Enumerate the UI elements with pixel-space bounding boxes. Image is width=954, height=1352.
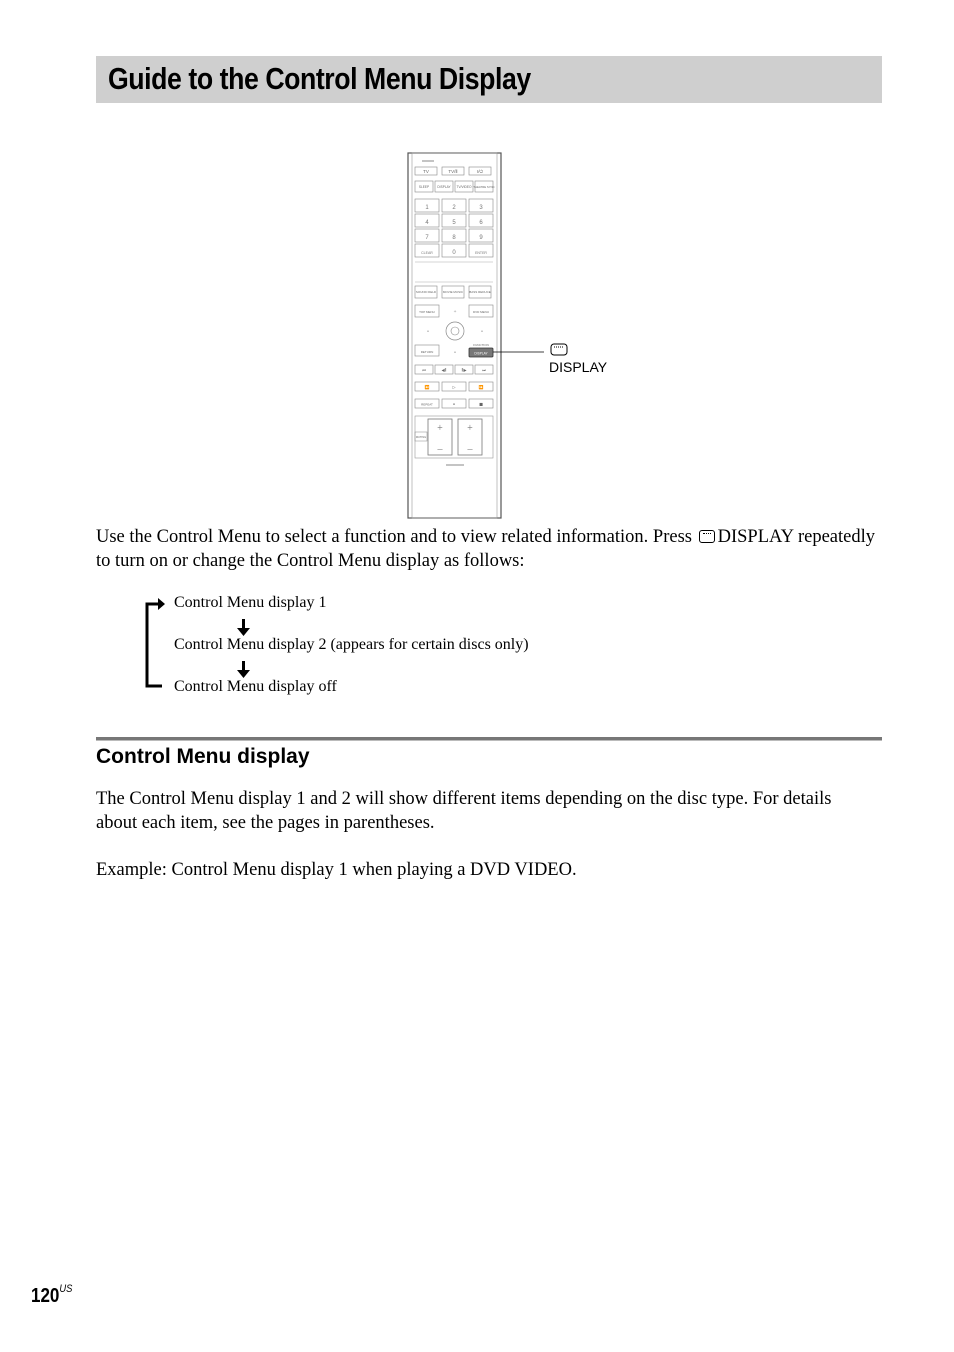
page-number-suffix: US	[59, 1283, 73, 1295]
pause-icon: ⏸	[453, 401, 455, 407]
power-label-tv: TV	[423, 169, 429, 174]
flow-item-1: Control Menu display 1	[174, 594, 327, 611]
section-divider-shadow	[96, 740, 882, 741]
page-title: Guide to the Control Menu Display	[108, 61, 531, 96]
section-paragraph: The Control Menu display 1 and 2 will show different items depending on the disc type. For details about each item, see the pages in parentheses.	[96, 789, 832, 833]
label-function: FUNCTION	[473, 343, 489, 347]
display-button-label: DISPLAY	[474, 351, 488, 356]
page-number	[31, 1285, 72, 1308]
display-icon	[551, 344, 567, 355]
func-label-tvvideo: TV/VIDEO	[456, 185, 472, 189]
key-1: 1	[425, 205, 429, 211]
play-icon: ▷	[452, 384, 456, 390]
fast-forward-icon: ⏩	[478, 384, 484, 390]
display-cycle-flow	[140, 592, 640, 702]
key-8: 8	[452, 235, 456, 241]
svg-text:–: –	[467, 444, 473, 455]
power-label-power: I/⏻	[476, 169, 484, 174]
func-label-theatre: THEATRE SYNC	[473, 185, 495, 189]
svg-text:•: •	[481, 330, 483, 335]
key-3: 3	[479, 205, 483, 211]
label-repeat: REPEAT	[421, 402, 433, 407]
flow-item-3: Control Menu display off	[174, 678, 337, 695]
key-4: 4	[425, 220, 429, 226]
svg-text:•: •	[427, 330, 429, 335]
func-label-sleep: SLEEP	[418, 185, 430, 189]
intro-text-before: Use the Control Menu to select a function and to view related information. Press	[96, 527, 692, 547]
label-muting: MUTING	[415, 436, 427, 439]
title-bar	[96, 56, 882, 103]
remote-drawing	[404, 150, 644, 520]
svg-text:•: •	[454, 351, 456, 356]
intro-text-after: DISPLAY repeatedly to turn on or change the Control Menu display as follows:	[96, 527, 875, 571]
key-enter: ENTER	[475, 251, 487, 255]
key-clear: CLEAR	[421, 251, 433, 255]
key-6: 6	[479, 220, 483, 226]
sound-label-bass: BASS REDUCE	[469, 290, 491, 294]
key-9: 9	[479, 235, 483, 241]
key-2: 2	[452, 205, 456, 211]
rewind-icon: ⏪	[424, 384, 430, 390]
section-heading: Control Menu display	[96, 745, 310, 768]
display-icon-inline	[699, 530, 715, 543]
remote-illustration	[404, 150, 644, 520]
key-0: 0	[452, 250, 456, 256]
page-number-value: 120	[31, 1285, 60, 1307]
power-label-tv-power: TV/Ⅱ	[448, 169, 458, 174]
prev-icon: ⏮	[422, 367, 426, 373]
example-paragraph: Example: Control Menu display 1 when playing a DVD VIDEO.	[96, 860, 577, 880]
slow-back-icon: ◀Ⅱ	[441, 367, 447, 373]
svg-text:–: –	[437, 444, 443, 455]
label-return: RETURN	[420, 350, 434, 354]
func-label-display: DISPLAY	[437, 185, 451, 189]
flow-item-2: Control Menu display 2 (appears for certain discs only)	[174, 636, 529, 653]
svg-text:+: +	[467, 423, 473, 434]
key-7: 7	[425, 235, 429, 241]
svg-text:+: +	[453, 310, 457, 315]
callout-label: DISPLAY	[549, 359, 608, 375]
slow-forward-icon: Ⅱ▶	[461, 367, 467, 373]
key-5: 5	[452, 220, 456, 226]
next-icon: ⏭	[482, 367, 486, 373]
intro-paragraph	[96, 525, 876, 573]
power-row	[415, 167, 491, 175]
stop-icon: ■	[479, 401, 483, 407]
sound-label-movie: MOVIE MUSIC	[442, 290, 464, 294]
label-top-menu: TOP MENU	[419, 310, 435, 314]
svg-text:+: +	[437, 423, 443, 434]
sound-label-field: SOUND FIELD	[415, 290, 437, 294]
label-dvd-menu: DVD MENU	[472, 310, 490, 314]
